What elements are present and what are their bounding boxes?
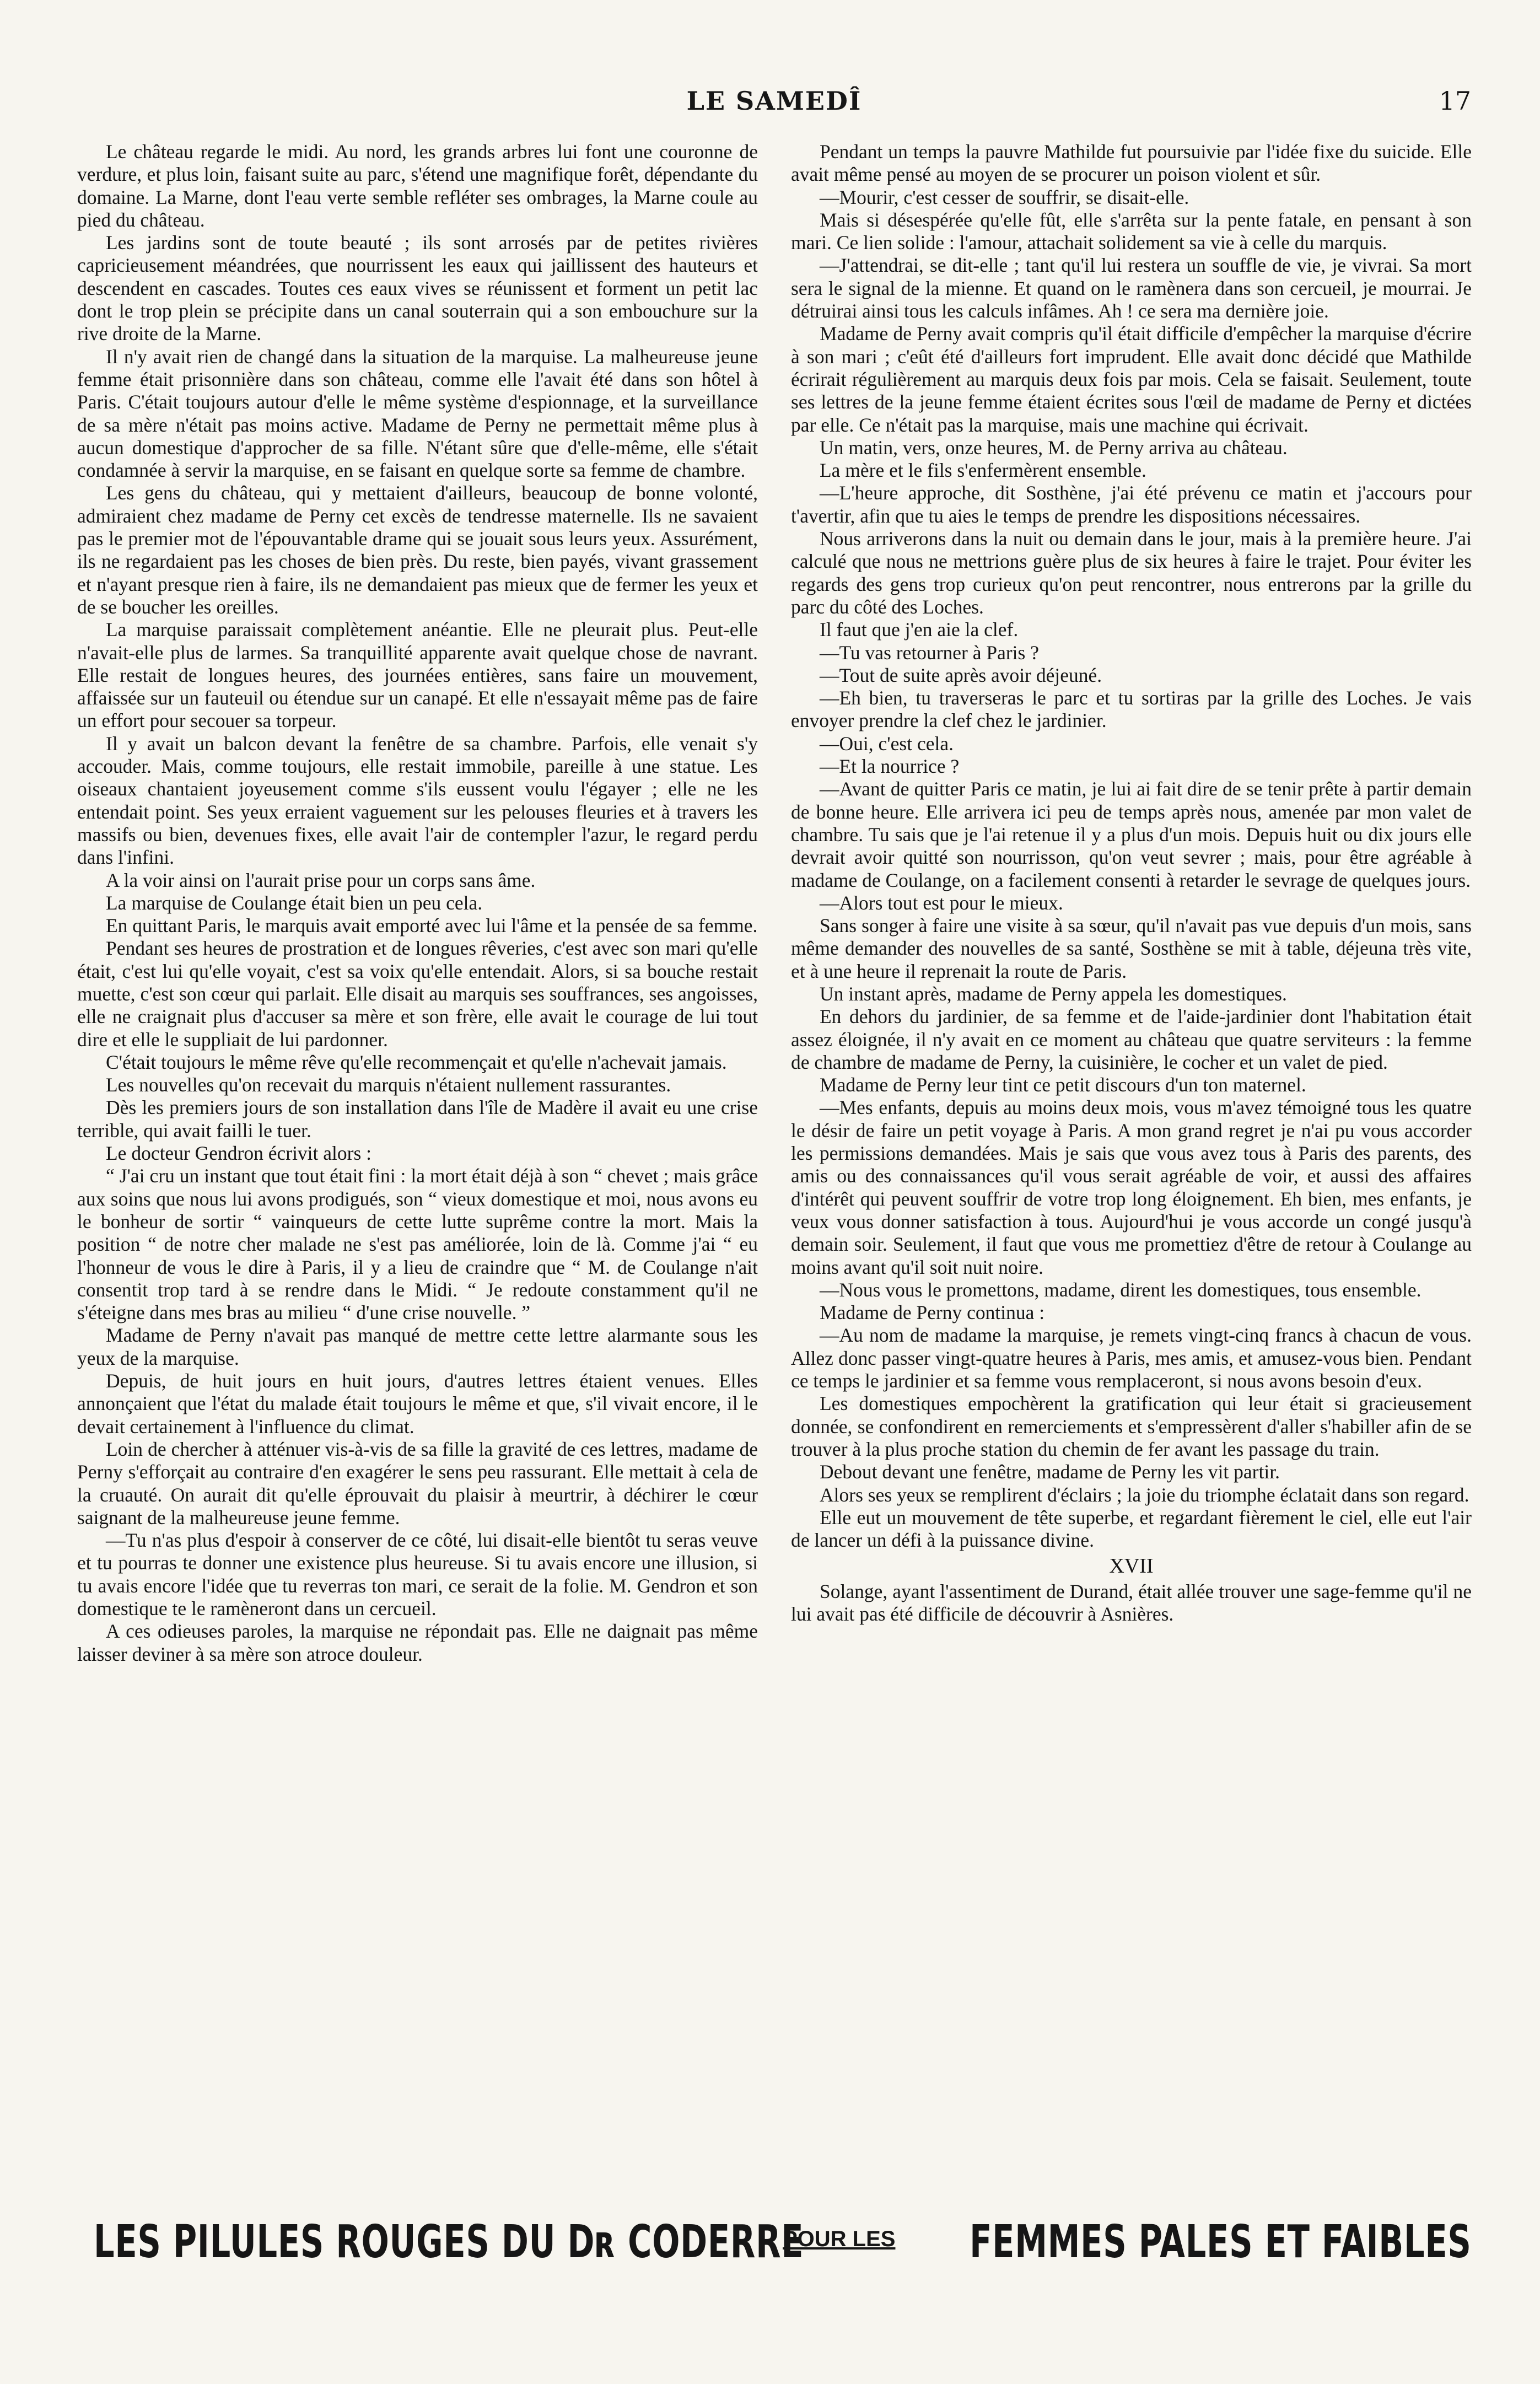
paragraph: Pendant un temps la pauvre Mathilde fut poursuivie par l'idée fixe du suicide. Elle avait même pensé au moyen de se procurer un poison violent et sûr.: [791, 141, 1472, 186]
paragraph: Le docteur Gendron écrivit alors :: [106, 1142, 372, 1165]
paragraph: Madame de Perny leur tint ce petit discours d'un ton maternel.: [820, 1074, 1306, 1096]
paragraph: Les jardins sont de toute beauté ; ils sont arrosés par de petites rivières capricieusement méandrées, que nourrissent les eaux qui jaillissent des hauteurs et descendent en cascades. Toutes ces eaux vives se réunissent et forment un petit lac dont le trop plein se précipite dans un canal souterrain qui a son embouchure sur la rive droite de la Marne.: [77, 232, 758, 345]
paragraph: Mais si désespérée qu'elle fût, elle s'arrêta sur la pente fatale, en pensant à son mari. Ce lien solide : l'amour, attachait solidement sa vie à celle du marquis.: [791, 208, 1472, 254]
paragraph: —Mes enfants, depuis au moins deux mois, vous m'avez témoigné tous les quatre le désir de faire un petit voyage à Paris. A mon grand regret je n'ai pu vous accorder les permissions demandées. Mais je sais que vous avez tous à Paris des parents, des amis ou des connaissances qu'il vous serait agréable de voir, et aussi des affaires d'intérêt qui peuvent souffrir de votre trop long éloignement. Eh bien, mes enfants, je veux vous donner satisfaction à tous. Aujourd'hui je vous accorde un congé jusqu'à demain soir. Seulement, il faut que vous me promettiez d'être de retour à Coulange au moins avant qu'il soit nuit noire.: [791, 1096, 1472, 1278]
journal-title: LE SAMEDÎ: [686, 86, 862, 116]
paragraph: —Tu vas retourner à Paris ?: [820, 641, 1039, 664]
page-number: 17: [1439, 86, 1471, 116]
paragraph: —Alors tout est pour le mieux.: [820, 891, 1063, 914]
ad-headline-left: LES PILULES ROUGES DU Dʀ CODERRE: [94, 2216, 804, 2268]
paragraph: Madame de Perny continua :: [820, 1301, 1045, 1324]
paragraph: La marquise de Coulange était bien un peu cela.: [106, 891, 483, 914]
paragraph: Dès les premiers jours de son installation dans l'île de Madère il avait eu une crise terrible, qui avait failli le tuer.: [77, 1096, 758, 1142]
paragraph: Un instant après, madame de Perny appela les domestiques.: [820, 982, 1287, 1005]
paragraph: Solange, ayant l'assentiment de Durand, était allée trouver une sage-femme qu'il ne lui avait pas été difficile de découvrir à Asnières.: [791, 1580, 1472, 1625]
paragraph: —Oui, c'est cela.: [820, 732, 954, 755]
paragraph: —Et la nourrice ?: [820, 755, 960, 778]
paragraph: Il y avait un balcon devant la fenêtre de sa chambre. Parfois, elle venait s'y accouder. Mais, comme toujours, elle restait immobile, pareille à une statue. Les oiseaux chantaient joyeusement comme s'ils eussent voulu l'égayer ; elle ne les entendait point. Ses yeux erraient vaguement sur les pelouses fleuries et à travers les massifs ou bien, devenues fixes, elle avait l'air de contempler l'azur, le regard perdu dans l'infini.: [77, 732, 758, 869]
paragraph: —Nous vous le promettons, madame, dirent les domestiques, tous ensemble.: [820, 1278, 1421, 1301]
ad-headline-right: FEMMES PALES ET FAIBLES: [970, 2216, 1472, 2268]
paragraph: Un matin, vers, onze heures, M. de Perny arriva au château.: [820, 436, 1288, 459]
paragraph: A ces odieuses paroles, la marquise ne répondait pas. Elle ne daignait pas même laisser deviner à sa mère son atroce douleur.: [77, 1620, 758, 1665]
paragraph: Madame de Perny avait compris qu'il était difficile d'empêcher la marquise d'écrire à son mari ; c'eût été d'ailleurs fort imprudent. Elle avait donc décidé que Mathilde écrirait régulièrement au marquis deux fois par mois. Cela se faisait. Seulement, toute ses lettres de la jeune femme étaient écrites sous l'œil de madame de Perny et dictées par elle. Ce n'était pas la marquise, mais une machine qui écrivait.: [791, 322, 1472, 436]
paragraph: A la voir ainsi on l'aurait prise pour un corps sans âme.: [106, 869, 536, 891]
paragraph: Les nouvelles qu'on recevait du marquis n'étaient nullement rassurantes.: [106, 1074, 671, 1096]
paragraph: Elle eut un mouvement de tête superbe, et regardant fièrement le ciel, elle eut l'air de lancer un défi à la puissance divine.: [791, 1506, 1472, 1552]
paragraph: —Mourir, c'est cesser de souffrir, se disait-elle.: [820, 186, 1189, 208]
paragraph: Loin de chercher à atténuer vis-à-vis de sa fille la gravité de ces lettres, madame de Perny s'efforçait au contraire d'en exagérer le sens peu rassurant. Elle mettait à cela de la cruauté. On aurait dit qu'elle éprouvait du plaisir à meurtrir, à déchirer le cœur saignant de la malheureuse jeune femme.: [77, 1438, 758, 1529]
paragraph: —Avant de quitter Paris ce matin, je lui ai fait dire de se tenir prête à partir demain de bonne heure. Elle arrivera ici peu de temps après nous, amenée par mon valet de chambre. Tu sais que je l'ai retenue il y a plus d'un mois. Depuis huit ou dix jours elle devrait avoir quitté son nourrisson, qu'on veut sevrer ; mais, pour être agréable à madame de Coulange, on a facilement consenti à retarder le sevrage de quelques jours.: [791, 778, 1472, 891]
paragraph: —J'attendrai, se dit-elle ; tant qu'il lui restera un souffle de vie, je vivrai. Sa mort sera le signal de la mienne. Et quand on le ramènera dans son cercueil, je mourrai. Je détruirai ainsi tous les calculs infâmes. Ah ! ce sera ma dernière joie.: [791, 254, 1472, 322]
paragraph: Depuis, de huit jours en huit jours, d'autres lettres étaient venues. Elles annonçaient que l'état du malade était toujours le même et que, s'il vivait encore, il le devait certainement à l'influence du climat.: [77, 1370, 758, 1438]
paragraph: —Tu n'as plus d'espoir à conserver de ce côté, lui disait-elle bientôt tu seras veuve et tu pourras te donner une existence plus heureuse. Si tu avais encore une illusion, si tu avais encore l'idée que tu reverras ton mari, ce serait de la folie. M. Gendron et son domestique te le ramèneront dans un cercueil.: [77, 1529, 758, 1619]
paragraph: Les domestiques empochèrent la gratification qui leur était si gracieusement donnée, se confondirent en remerciements et s'empressèrent d'aller s'habiller afin de se trouver à la plus proche station du chemin de fer avant les passage du train.: [791, 1392, 1472, 1460]
paragraph: Il faut que j'en aie la clef.: [820, 618, 1019, 641]
paragraph: —Eh bien, tu traverseras le parc et tu sortiras par la grille des Loches. Je vais envoyer prendre la clef chez le jardinier.: [791, 687, 1472, 732]
paragraph: C'était toujours le même rêve qu'elle recommençait et qu'elle n'achevait jamais.: [106, 1051, 727, 1073]
paragraph: Sans songer à faire une visite à sa sœur, qu'il n'avait pas vue depuis d'un mois, sans même demander des nouvelles de sa santé, Sosthène se mit à table, déjeuna très vite, et à une heure il reprenait la route de Paris.: [791, 914, 1472, 982]
left-column: [77, 141, 758, 2202]
paragraph: Debout devant une fenêtre, madame de Perny les vit partir.: [820, 1461, 1280, 1483]
paragraph: —Tout de suite après avoir déjeuné.: [820, 664, 1102, 686]
page-header: [77, 83, 1471, 132]
paragraph: Madame de Perny n'avait pas manqué de mettre cette lettre alarmante sous les yeux de la marquise.: [77, 1324, 758, 1369]
paragraph: La marquise paraissait complètement anéantie. Elle ne pleurait plus. Peut-elle n'avait-elle plus de larmes. Sa tranquillité apparente avait quelque chose de navrant. Elle restait de longues heures, des journées entières, sans faire un mouvement, affaissée sur un fauteuil ou étendue sur un canapé. Et elle n'essayait même pas de faire un effort pour secouer sa torpeur.: [77, 618, 758, 732]
advertisement-banner: [83, 2216, 1472, 2277]
paragraph: Alors ses yeux se remplirent d'éclairs ; la joie du triomphe éclatait dans son regard.: [820, 1483, 1469, 1506]
paragraph: En quittant Paris, le marquis avait emporté avec lui l'âme et la pensée de sa femme.: [106, 914, 758, 937]
chapter-heading: XVII: [1109, 1554, 1154, 1578]
quoted-letter: “ J'ai cru un instant que tout était fini : la mort était déjà à son “ chevet ; mais grâce aux soins que nous lui avons prodigués, son “ vieux domestique et moi, nous avons eu le bonheur de sortir “ vainqueurs de cette lutte suprême contre la mort. Mais la position “ de notre cher malade ne s'est pas améliorée, loin de là. Comme j'ai “ eu l'honneur de vous le dire à Paris, il y a lieu de craindre que “ M. de Coulange n'ait consentit trop tard à se rendre dans le Midi. “ Je redoute constamment qu'il ne s'éteigne dans mes bras au milieu “ d'une crise nouvelle. ”: [77, 1165, 758, 1324]
paragraph: La mère et le fils s'enfermèrent ensemble.: [820, 459, 1146, 482]
paragraph: —Au nom de madame la marquise, je remets vingt-cinq francs à chacun de vous. Allez donc passer vingt-quatre heures à Paris, mes amis, et amusez-vous bien. Pendant ce temps le jardinier et sa femme vous remplaceront, si nous avons besoin d'eux.: [791, 1324, 1472, 1392]
right-column: [791, 141, 1472, 2202]
paragraph: Les gens du château, qui y mettaient d'ailleurs, beaucoup de bonne volonté, admiraient chez madame de Perny cet excès de tendresse maternelle. Ils ne savaient pas le premier mot de l'épouvantable drame qui se jouait sous leurs yeux. Assurément, ils ne regardaient pas les choses de bien près. Du reste, bien payés, vivant grassement et n'ayant presque rien à faire, ils ne demandaient pas mieux que de fermer les yeux et de se boucher les oreilles.: [77, 482, 758, 618]
paragraph: Il n'y avait rien de changé dans la situation de la marquise. La malheureuse jeune femme était prisonnière dans son château, comme elle l'avait été dans son hôtel à Paris. C'était toujours autour d'elle le même système d'espionnage, et la surveillance de sa mère n'était pas moins active. Madame de Perny ne permettait même plus à aucun domestique d'approcher de sa fille. N'étant sûre que d'elle-même, elle s'était condamnée à servir la marquise, en se faisant en quelque sorte sa femme de chambre.: [77, 345, 758, 482]
paragraph: Le château regarde le midi. Au nord, les grands arbres lui font une couronne de verdure, et plus loin, faisant suite au parc, s'étend une magnifique forêt, dépendante du domaine. La Marne, dont l'eau verte semble refléter ses ombrages, la Marne coule au pied du château.: [77, 141, 758, 231]
paragraph: Pendant ses heures de prostration et de longues rêveries, c'est avec son mari qu'elle était, c'est lui qu'elle voyait, c'est sa voix qu'elle entendait. Alors, si sa bouche restait muette, c'est son cœur qui parlait. Elle disait au marquis ses souffrances, ses angoisses, elle ne craignait plus d'accuser sa mère et son frère, elle avait le courage de lui tout dire et elle le suppliait de lui pardonner.: [77, 937, 758, 1051]
paragraph: —L'heure approche, dit Sosthène, j'ai été prévenu ce matin et j'accours pour t'avertir, afin que tu aies le temps de prendre les dispositions nécessaires.: [791, 482, 1472, 527]
paragraph: En dehors du jardinier, de sa femme et de l'aide-jardinier dont l'habitation était assez éloignée, il n'y avait en ce moment au château que quatre serviteurs : la femme de chambre de madame de Perny, la cuisinière, le cocher et un valet de pied.: [791, 1005, 1472, 1073]
ad-connector: POUR LES: [783, 2227, 896, 2251]
paragraph: Nous arriverons dans la nuit ou demain dans le jour, mais à la première heure. J'ai calculé que nous ne mettrions guère plus de six heures à faire le trajet. Pour éviter les regards des gens trop curieux qu'on peut rencontrer, nous entrerons par la grille du parc du côté des Loches.: [791, 528, 1472, 618]
